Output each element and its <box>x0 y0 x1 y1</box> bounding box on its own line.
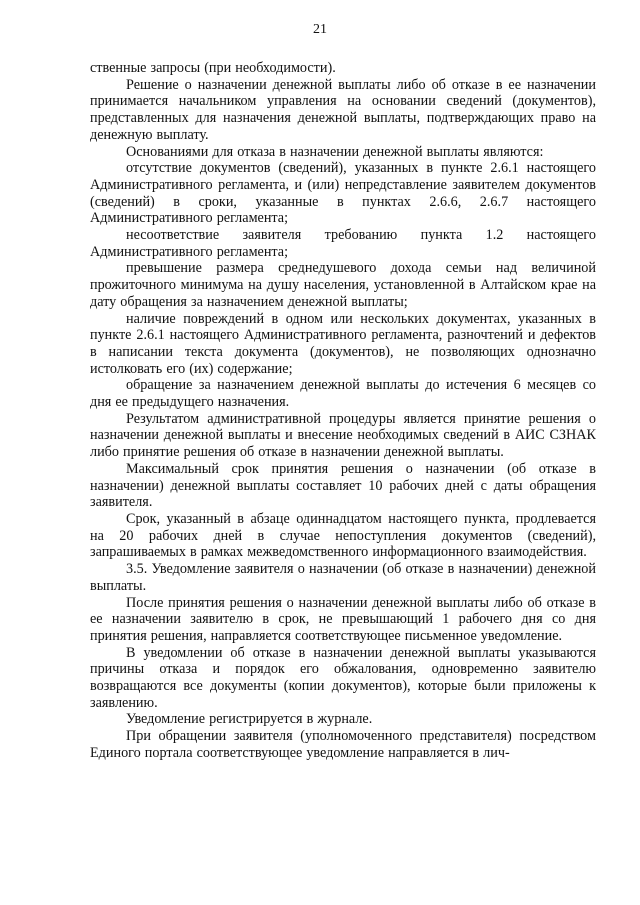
paragraph-decision: Решение о назначении денежной выплаты либо об отказе в ее назначении принимается начальником управления на основании сведений (документов), представленных для назначения денежной выплаты, подтверждающих право на денежную выплату. <box>90 76 596 143</box>
paragraph-term-extension: Срок, указанный в абзаце одиннадцатом настоящего пункта, продлевается на 20 рабочих дней в случае непоступления документов (сведений), запрашиваемых в рамках межведомственного информационного взаимодействия. <box>90 510 596 561</box>
paragraph-ground-missing-documents: отсутствие документов (сведений), указанных в пункте 2.6.1 настоящего Административного регламента, и (или) непредставление заявителем документов (сведений) в сроки, указанные в пунктах 2.6.6, 2.6.7 настоящего Административного регламента; <box>90 160 596 227</box>
paragraph-ground-noncompliance: несоответствие заявителя требованию пункта 1.2 настоящего Административного регламента; <box>90 227 596 260</box>
paragraph-notification: После принятия решения о назначении денежной выплаты либо об отказе в ее назначении заявителю в срок, не превышающий 1 рабочего дня со дня принятия решения, направляется соответствующее письменное уведомление. <box>90 594 596 644</box>
section-heading-3-5: 3.5. Уведомление заявителя о назначении (об отказе в назначении) денежной выплаты. <box>90 561 596 594</box>
paragraph-refusal-notice: В уведомлении об отказе в назначении денежной выплаты указываются причины отказа и порядок его обжалования, одновременно заявителю возвращаются все документы (копии документов), которые были приложены к заявлению. <box>90 644 596 711</box>
paragraph-ground-income-excess: превышение размера среднедушевого дохода семьи над величиной прожиточного минимума на душу населения, установленной в Алтайском крае на дату обращения за назначением денежной выплаты; <box>90 260 596 310</box>
paragraph-portal: При обращении заявителя (уполномоченного представителя) посредством Единого портала соответствующее уведомление направляется в лич- <box>90 728 596 761</box>
paragraph-max-term: Максимальный срок принятия решения о назначении (об отказе в назначении) денежной выплаты составляет 10 рабочих дней с даты обращения заявителя. <box>90 460 596 511</box>
page-number: 21 <box>313 22 327 37</box>
document-body <box>90 60 596 762</box>
paragraph-ground-early-request: обращение за назначением денежной выплаты до истечения 6 месяцев со дня ее предыдущего назначения. <box>90 377 596 411</box>
paragraph-continuation: ственные запросы (при необходимости). <box>90 60 336 76</box>
paragraph-registration: Уведомление регистрируется в журнале. <box>126 711 373 728</box>
paragraph-refusal-grounds: Основаниями для отказа в назначении денежной выплаты являются: <box>126 143 544 160</box>
paragraph-result: Результатом административной процедуры является принятие решения о назначении денежной выплаты и внесение необходимых сведений в АИС СЗНАК либо принятие решения об отказе в назначении денежной выплаты. <box>90 410 596 461</box>
paragraph-ground-damaged-documents: наличие повреждений в одном или нескольких документах, указанных в пункте 2.6.1 настоящего Административного регламента, разночтений и дефектов в написании текста документа (документов), не позволяющих однозначно истолковать его (их) содержание; <box>90 310 596 377</box>
